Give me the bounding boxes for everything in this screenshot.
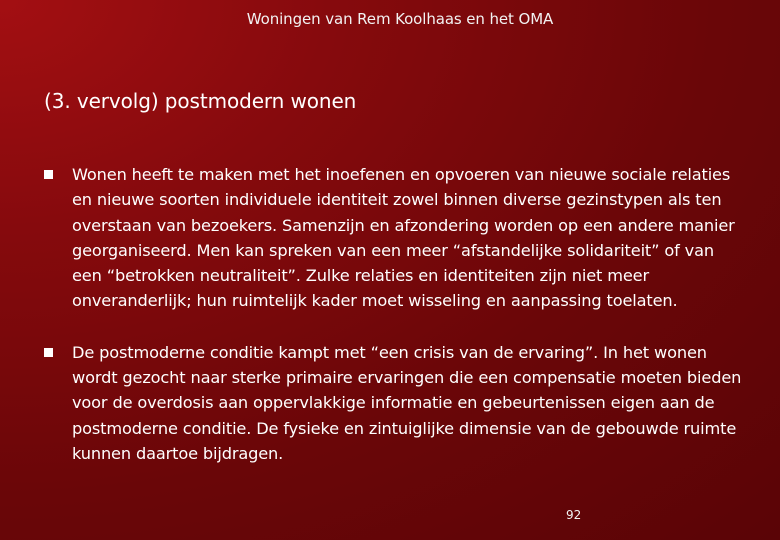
slide-title: (3. vervolg) postmodern wonen bbox=[44, 89, 357, 113]
square-bullet-icon bbox=[44, 170, 53, 179]
bullet-text: Wonen heeft te maken met het inoefenen en opvoeren van nieuwe sociale relaties en nieuwe soorten individuele identiteit zowel binnen diverse gezinstypen als ten overstaan van bezoekers. Samenzijn en afzondering worden op een andere manier georganiseerd. Men kan spreken van een meer “afstandelijke solidariteit” of van een “betrokken neutraliteit”. Zulke relaties en identiteiten zijn niet meer onveranderlijk; hun ruimtelijk kader moet wisseling en aanpassing toelaten. bbox=[72, 165, 735, 311]
page-number: 92 bbox=[566, 508, 582, 522]
header-title: Woningen van Rem Koolhaas en het OMA bbox=[246, 10, 554, 28]
bullet-item bbox=[44, 340, 744, 466]
bullet-text: De postmoderne conditie kampt met “een crisis van de ervaring”. In het wonen wordt gezocht naar sterke primaire ervaringen die een compensatie moeten bieden voor de overdosis aan oppervlakkige informatie en gebeurtenissen eigen aan de postmoderne conditie. De fysieke en zintuiglijke dimensie van de gebouwde ruimte kunnen daartoe bijdragen. bbox=[72, 342, 742, 463]
square-bullet-icon bbox=[44, 348, 53, 357]
bullet-list bbox=[44, 162, 744, 466]
bullet-item bbox=[44, 162, 744, 314]
